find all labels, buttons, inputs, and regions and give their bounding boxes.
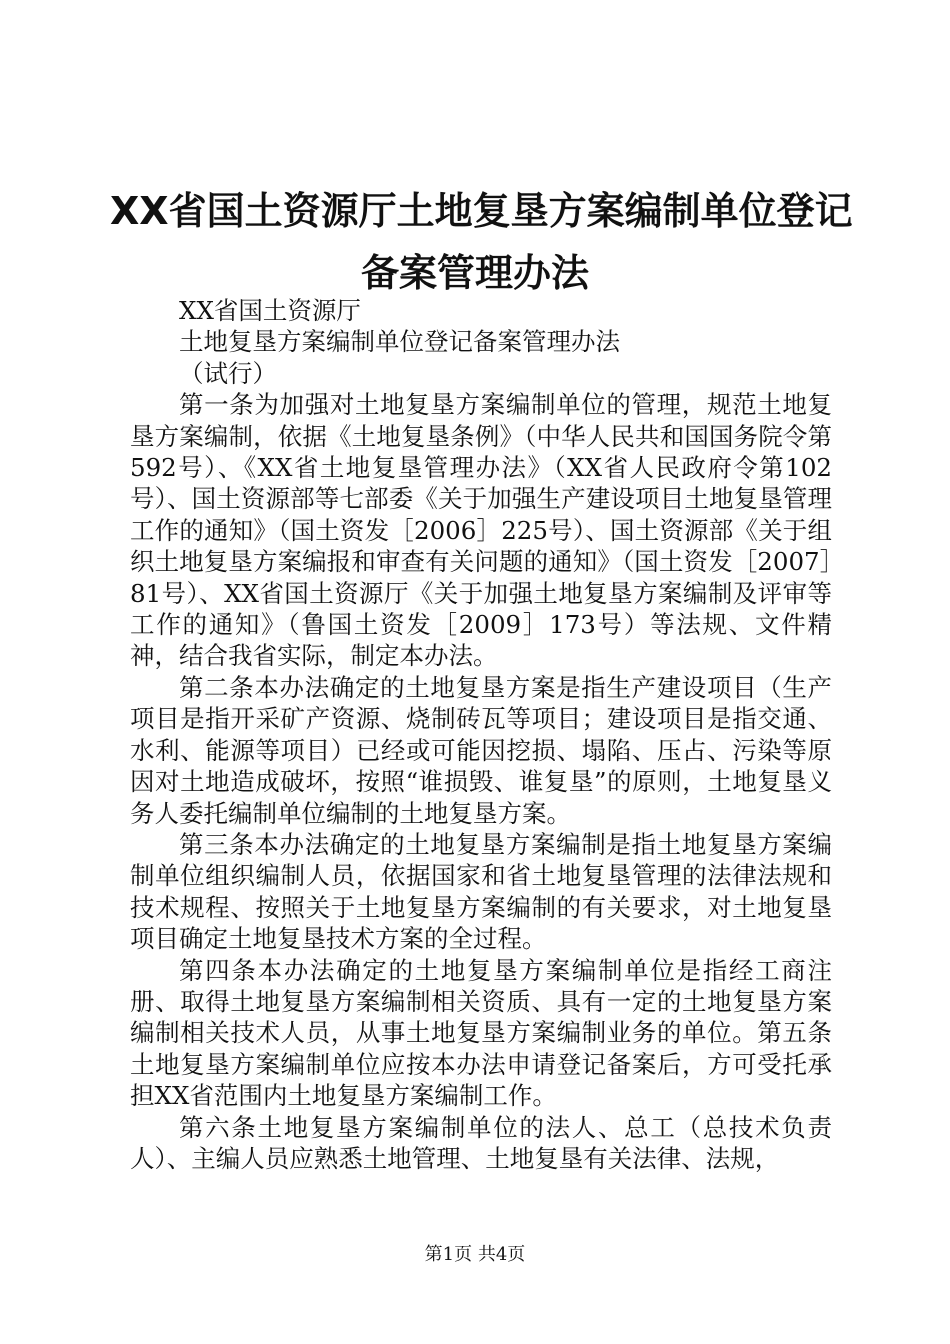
page-footer: 第1页 共4页 <box>424 1244 526 1265</box>
document-title <box>110 180 853 304</box>
article-2: 第二条本办法确定的土地复垦方案是指生产建设项目（生产项目是指开采矿产资源、烧制砖瓦等项目；建设项目是指交通、水利、能源等项目）已经或可能因挖损、塌陷、压占、污染等原因对土地造成破坏，按照“谁损毁、谁复垦”的原则，土地复垦义务人委托编制单位编制的土地复垦方案。 <box>130 672 832 828</box>
trial-note: （试行） <box>179 358 277 388</box>
article-3: 第三条本办法确定的土地复垦方案编制是指土地复垦方案编制单位组织编制人员，依据国家和省土地复垦管理的法律法规和技术规程、按照关于土地复垦方案编制的有关要求，对土地复垦项目确定土地复垦技术方案的全过程。 <box>130 829 832 954</box>
title-line-2: 备案管理办法 <box>360 251 589 295</box>
document-name-line: 土地复垦方案编制单位登记备案管理办法 <box>179 327 620 357</box>
title-line-1: XX省国土资源厅土地复垦方案编制单位登记 <box>110 189 853 233</box>
article-6: 第六条土地复垦方案编制单位的法人、总工（总技术负责人）、主编人员应熟悉土地管理、土地复垦有关法律、法规， <box>130 1112 832 1173</box>
article-4-5: 第四条本办法确定的土地复垦方案编制单位是指经工商注册、取得土地复垦方案编制相关资质、具有一定的土地复垦方案编制相关技术人员，从事土地复垦方案编制业务的单位。第五条土地复垦方案编制单位应按本办法申请登记备案后，方可受托承担XX省范围内土地复垦方案编制工作。 <box>130 955 832 1111</box>
issuer-line: XX省国土资源厅 <box>179 296 361 325</box>
document-body <box>130 295 832 1174</box>
article-1: 第一条为加强对土地复垦方案编制单位的管理，规范土地复垦方案编制，依据《土地复垦条例》（中华人民共和国国务院令第592号）、《XX省土地复垦管理办法》（XX省人民政府令第102号）、国土资源部等七部委《关于加强生产建设项目土地复垦管理工作的通知》（国土资发［2006］225号）、国土资源部《关于组织土地复垦方案编报和审查有关问题的通知》（国土资发［2007］81号）、XX省国土资源厅《关于加强土地复垦方案编制及评审等工作的通知》（鲁国土资发［2009］173号）等法规、文件精神，结合我省实际，制定本办法。 <box>130 390 832 671</box>
